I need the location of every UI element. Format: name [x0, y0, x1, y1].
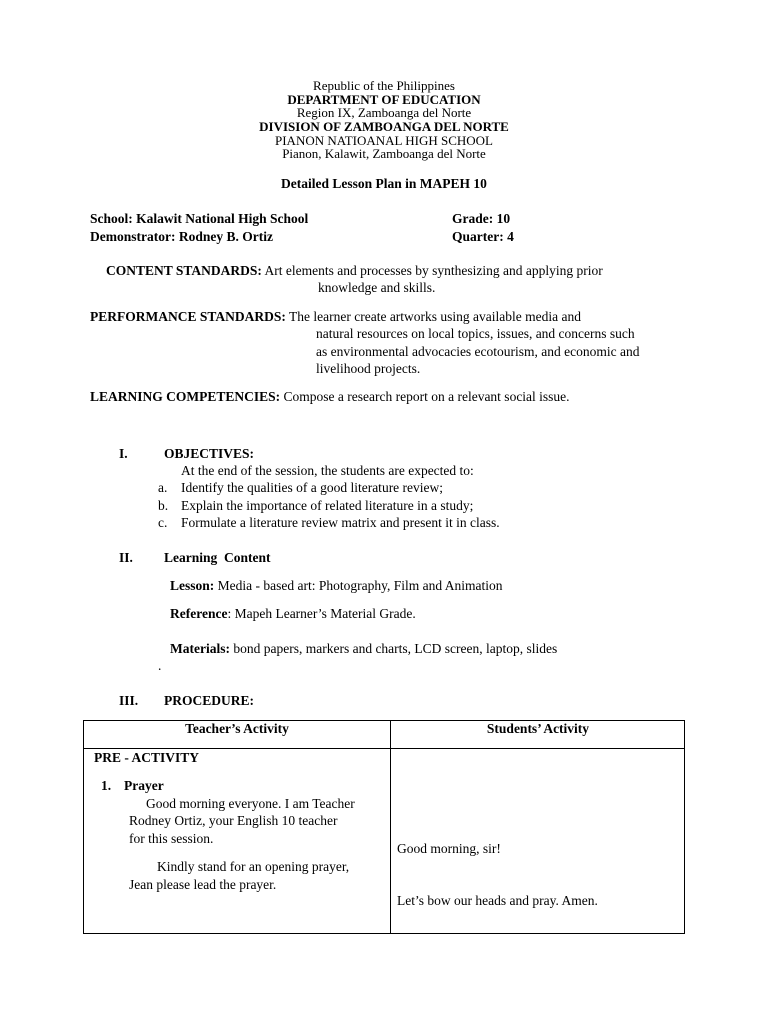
header-republic: Republic of the Philippines	[313, 78, 455, 93]
students-activity-header: Students’ Activity	[486, 721, 590, 736]
content-standards-line1: Art elements and processes by synthesizing and applying prior	[261, 263, 603, 278]
performance-standards	[90, 308, 581, 325]
section-pre-activity: PRE - ACTIVITY	[94, 750, 200, 765]
grade-level: Grade: 10	[452, 211, 511, 226]
teacher-prayer-line1: Kindly stand for an opening prayer,	[157, 859, 350, 874]
objective-marker: c.	[158, 515, 168, 530]
student-response-prayer: Let’s bow our heads and pray. Amen.	[397, 893, 598, 908]
materials-label: Materials:	[170, 641, 230, 656]
objective-item: Explain the importance of related literature in a study;	[181, 498, 474, 513]
reference-line	[170, 605, 416, 622]
materials-line	[170, 640, 557, 657]
procedure-heading: PROCEDURE:	[164, 693, 254, 708]
table-header-row	[84, 721, 685, 749]
students-cell	[391, 749, 685, 934]
teacher-activity-header: Teacher’s Activity	[185, 721, 289, 736]
performance-standards-line2: natural resources on local topics, issues, and concerns such	[316, 326, 635, 341]
objectives-intro: At the end of the session, the students are expected to:	[181, 463, 474, 478]
header-address: Pianon, Kalawit, Zamboanga del Norte	[282, 146, 486, 161]
content-standards-label: CONTENT STANDARDS:	[106, 263, 262, 278]
header-division: DIVISION OF ZAMBOANGA DEL NORTE	[259, 119, 509, 134]
lesson-line	[170, 577, 502, 594]
teacher-greeting-line3: for this session.	[129, 831, 214, 846]
performance-standards-line4: livelihood projects.	[316, 361, 421, 376]
performance-standards-label: PERFORMANCE STANDARDS:	[90, 309, 286, 324]
teacher-greeting-line1: Good morning everyone. I am Teacher	[146, 796, 355, 811]
learning-content-numeral: II.	[119, 550, 133, 565]
table-row	[84, 749, 685, 934]
objective-item: Formulate a literature review matrix and present it in class.	[181, 515, 500, 530]
objectives-numeral: I.	[119, 446, 128, 461]
objective-item: Identify the qualities of a good literature review;	[181, 480, 444, 495]
learning-content-heading: Learning Content	[164, 550, 271, 565]
header-school: PIANON NATIOANAL HIGH SCHOOL	[275, 133, 493, 148]
student-response-greeting: Good morning, sir!	[397, 841, 501, 856]
content-standards-line2: knowledge and skills.	[318, 280, 436, 295]
objective-marker: b.	[158, 498, 169, 513]
performance-standards-line1: The learner create artworks using available media and	[285, 309, 582, 324]
teacher-greeting-line2: Rodney Ortiz, your English 10 teacher	[129, 813, 338, 828]
materials-text: bond papers, markers and charts, LCD screen, laptop, slides	[229, 641, 558, 656]
quarter: Quarter: 4	[452, 229, 514, 244]
demonstrator-name: Demonstrator: Rodney B. Ortiz	[90, 229, 273, 244]
learning-competencies-label: LEARNING COMPETENCIES:	[90, 389, 281, 404]
reference-label: Reference	[170, 606, 228, 621]
school-name: School: Kalawit National High School	[90, 211, 309, 226]
content-standards	[106, 262, 603, 279]
step-number: 1.	[101, 778, 112, 793]
trailing-dot: .	[158, 658, 162, 673]
reference-text: : Mapeh Learner’s Material Grade.	[227, 606, 416, 621]
procedure-table	[83, 720, 685, 934]
header-department: DEPARTMENT OF EDUCATION	[287, 92, 481, 107]
header-region: Region IX, Zamboanga del Norte	[296, 105, 472, 120]
objective-marker: a.	[158, 480, 168, 495]
objectives-heading: OBJECTIVES:	[164, 446, 255, 461]
procedure-numeral: III.	[119, 693, 139, 708]
lesson-text: Media - based art: Photography, Film and Animation	[214, 578, 503, 593]
learning-competencies-text: Compose a research report on a relevant social issue.	[280, 389, 570, 404]
col-students-header	[391, 721, 685, 749]
lesson-label: Lesson:	[170, 578, 215, 593]
learning-competencies	[90, 388, 570, 405]
step-title: Prayer	[124, 778, 164, 793]
document-title: Detailed Lesson Plan in MAPEH 10	[281, 176, 487, 191]
col-teacher-header	[84, 721, 391, 749]
teacher-cell	[84, 749, 391, 934]
performance-standards-line3: as environmental advocacies ecotourism, and economic and	[316, 344, 640, 359]
teacher-prayer-line2: Jean please lead the prayer.	[129, 877, 277, 892]
